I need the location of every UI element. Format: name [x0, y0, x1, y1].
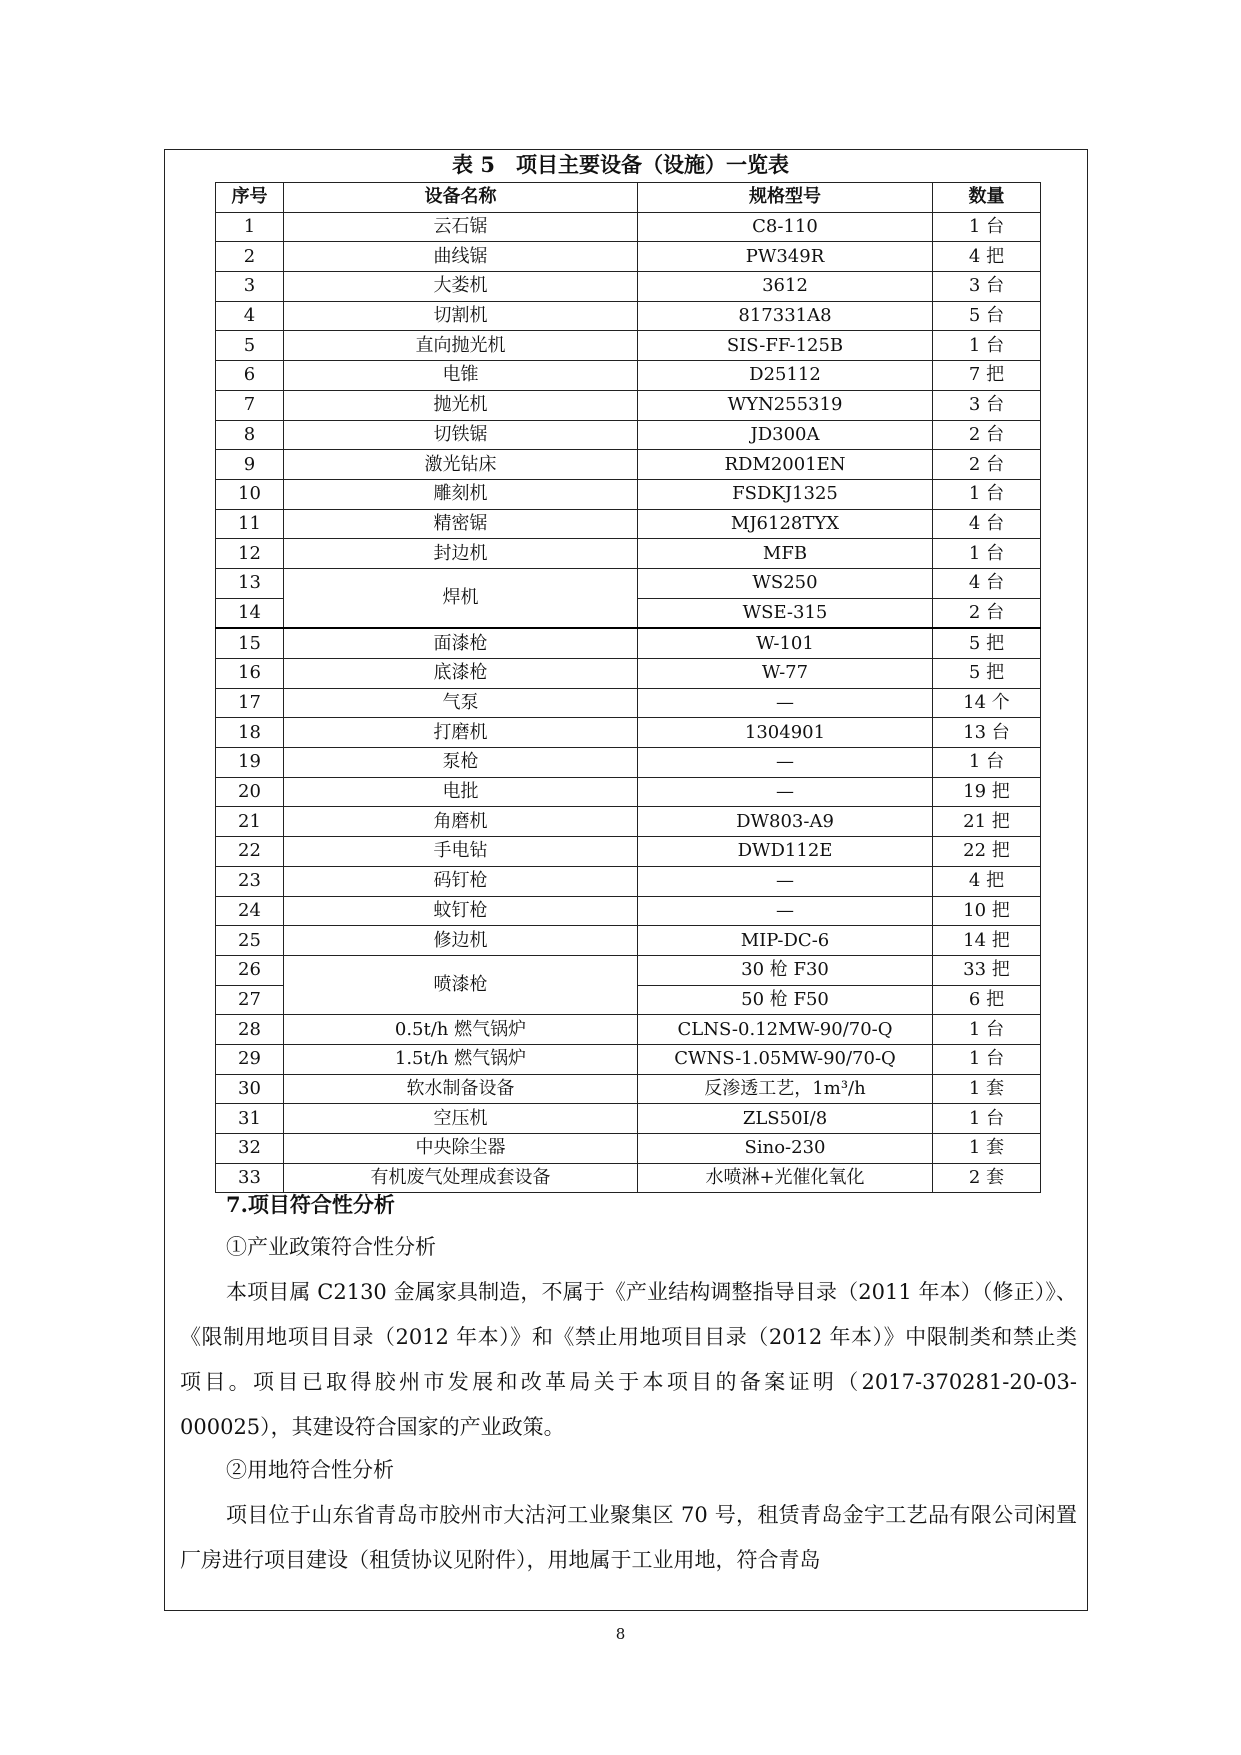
cell-model: MJ6128TYX [638, 509, 933, 539]
cell-quantity: 2 台 [933, 450, 1041, 480]
cell-quantity: 22 把 [933, 837, 1041, 867]
table-row [216, 361, 1041, 391]
cell-no: 13 [216, 568, 284, 598]
cell-equipment-name: 底漆枪 [284, 659, 638, 689]
cell-no: 7 [216, 390, 284, 420]
cell-equipment-name: 抛光机 [284, 390, 638, 420]
cell-equipment-name: 蚊钉枪 [284, 896, 638, 926]
table-row [216, 807, 1041, 837]
cell-no: 27 [216, 985, 284, 1015]
table-row [216, 628, 1041, 658]
cell-model: — [638, 777, 933, 807]
cell-quantity: 1 套 [933, 1134, 1041, 1164]
header-name: 设备名称 [284, 183, 638, 213]
cell-quantity: 5 台 [933, 301, 1041, 331]
table-row [216, 272, 1041, 302]
cell-no: 26 [216, 955, 284, 985]
table-row [216, 926, 1041, 956]
header-qty: 数量 [933, 183, 1041, 213]
cell-quantity: 4 台 [933, 509, 1041, 539]
cell-model: PW349R [638, 242, 933, 272]
cell-equipment-name: 有机废气处理成套设备 [284, 1163, 638, 1193]
cell-quantity: 1 台 [933, 539, 1041, 569]
cell-no: 3 [216, 272, 284, 302]
subheading-land-use: ②用地符合性分析 [226, 1458, 394, 1482]
table-row [216, 866, 1041, 896]
table-row [216, 777, 1041, 807]
cell-model: 50 枪 F50 [638, 985, 933, 1015]
table-row [216, 509, 1041, 539]
cell-equipment-name: 1.5t/h 燃气锅炉 [284, 1044, 638, 1074]
cell-no: 20 [216, 777, 284, 807]
cell-no: 6 [216, 361, 284, 391]
cell-quantity: 3 台 [933, 272, 1041, 302]
cell-model: SIS-FF-125B [638, 331, 933, 361]
cell-equipment-name: 雕刻机 [284, 479, 638, 509]
cell-no: 16 [216, 659, 284, 689]
cell-quantity: 14 把 [933, 926, 1041, 956]
cell-model: WYN255319 [638, 390, 933, 420]
cell-quantity: 2 套 [933, 1163, 1041, 1193]
cell-quantity: 4 把 [933, 242, 1041, 272]
cell-equipment-name: 焊机 [284, 568, 638, 628]
cell-equipment-name: 封边机 [284, 539, 638, 569]
table-row [216, 539, 1041, 569]
cell-no: 24 [216, 896, 284, 926]
table-header-row [216, 183, 1041, 213]
cell-model: 反渗透工艺，1m³/h [638, 1074, 933, 1104]
table-row [216, 568, 1041, 598]
table-row [216, 718, 1041, 748]
cell-no: 19 [216, 748, 284, 778]
cell-quantity: 10 把 [933, 896, 1041, 926]
table-row [216, 1015, 1041, 1045]
cell-quantity: 1 台 [933, 1104, 1041, 1134]
cell-quantity: 5 把 [933, 628, 1041, 658]
table-row [216, 1074, 1041, 1104]
cell-equipment-name: 打磨机 [284, 718, 638, 748]
cell-no: 15 [216, 628, 284, 658]
cell-equipment-name: 电锥 [284, 361, 638, 391]
cell-quantity: 21 把 [933, 807, 1041, 837]
cell-quantity: 7 把 [933, 361, 1041, 391]
cell-quantity: 1 台 [933, 479, 1041, 509]
cell-model: W-101 [638, 628, 933, 658]
cell-model: WS250 [638, 568, 933, 598]
cell-no: 12 [216, 539, 284, 569]
cell-equipment-name: 喷漆枪 [284, 955, 638, 1014]
cell-no: 22 [216, 837, 284, 867]
cell-quantity: 2 台 [933, 420, 1041, 450]
cell-model: — [638, 748, 933, 778]
header-model: 规格型号 [638, 183, 933, 213]
table-row [216, 688, 1041, 718]
cell-no: 2 [216, 242, 284, 272]
paragraph-land-use: 项目位于山东省青岛市胶州市大沽河工业聚集区 70 号，租赁青岛金宇工艺品有限公司闲置厂房进行项目建设（租赁协议见附件），用地属于工业用地，符合青岛 [180, 1503, 1077, 1572]
cell-quantity: 14 个 [933, 688, 1041, 718]
cell-equipment-name: 气泵 [284, 688, 638, 718]
cell-no: 1 [216, 212, 284, 242]
cell-model: ZLS50I/8 [638, 1104, 933, 1134]
cell-quantity: 19 把 [933, 777, 1041, 807]
cell-equipment-name: 角磨机 [284, 807, 638, 837]
cell-no: 14 [216, 598, 284, 628]
subheading-industry-policy: ①产业政策符合性分析 [226, 1235, 436, 1259]
table-row [216, 1044, 1041, 1074]
table-row [216, 331, 1041, 361]
table-row [216, 837, 1041, 867]
cell-model: — [638, 866, 933, 896]
cell-quantity: 1 台 [933, 748, 1041, 778]
cell-equipment-name: 码钉枪 [284, 866, 638, 896]
table-row [216, 659, 1041, 689]
cell-equipment-name: 修边机 [284, 926, 638, 956]
table-row [216, 955, 1041, 985]
header-no: 序号 [216, 183, 284, 213]
cell-quantity: 1 台 [933, 331, 1041, 361]
cell-no: 25 [216, 926, 284, 956]
cell-model: JD300A [638, 420, 933, 450]
cell-equipment-name: 手电钻 [284, 837, 638, 867]
cell-quantity: 4 把 [933, 866, 1041, 896]
cell-model: 817331A8 [638, 301, 933, 331]
cell-quantity: 1 台 [933, 1015, 1041, 1045]
table-row [216, 301, 1041, 331]
cell-equipment-name: 直向抛光机 [284, 331, 638, 361]
paragraph-industry-policy: 本项目属 C2130 金属家具制造，不属于《产业结构调整指导目录（2011 年本）（修正）》、《限制用地项目目录（2012 年本）》和《禁止用地项目目录（2012 年本）》中限制类和禁止类项目。项目已取得胶州市发展和改革局关于本项目的备案证明（2017-370281-20-03-000025），其建设符合国家的产业政策。 [180, 1280, 1077, 1439]
cell-no: 29 [216, 1044, 284, 1074]
table-row [216, 450, 1041, 480]
cell-quantity: 3 台 [933, 390, 1041, 420]
cell-no: 9 [216, 450, 284, 480]
cell-equipment-name: 大娄机 [284, 272, 638, 302]
table-row [216, 1134, 1041, 1164]
cell-equipment-name: 软水制备设备 [284, 1074, 638, 1104]
cell-quantity: 1 套 [933, 1074, 1041, 1104]
equipment-table [215, 182, 1041, 1193]
cell-no: 18 [216, 718, 284, 748]
cell-quantity: 13 台 [933, 718, 1041, 748]
table-row [216, 748, 1041, 778]
cell-model: MIP-DC-6 [638, 926, 933, 956]
cell-equipment-name: 切铁锯 [284, 420, 638, 450]
cell-no: 28 [216, 1015, 284, 1045]
cell-model: — [638, 688, 933, 718]
cell-no: 23 [216, 866, 284, 896]
cell-model: WSE-315 [638, 598, 933, 628]
table-row [216, 479, 1041, 509]
cell-model: FSDKJ1325 [638, 479, 933, 509]
cell-no: 10 [216, 479, 284, 509]
cell-model: 3612 [638, 272, 933, 302]
cell-model: W-77 [638, 659, 933, 689]
table-row [216, 896, 1041, 926]
page-number: 8 [615, 1625, 626, 1643]
table-row [216, 212, 1041, 242]
cell-equipment-name: 云石锯 [284, 212, 638, 242]
table-row [216, 1104, 1041, 1134]
cell-model: Sino-230 [638, 1134, 933, 1164]
table-caption: 表 5 项目主要设备（设施）一览表 [452, 152, 789, 177]
cell-no: 33 [216, 1163, 284, 1193]
table-row [216, 390, 1041, 420]
cell-no: 30 [216, 1074, 284, 1104]
cell-no: 5 [216, 331, 284, 361]
cell-model: DWD112E [638, 837, 933, 867]
cell-quantity: 2 台 [933, 598, 1041, 628]
cell-equipment-name: 曲线锯 [284, 242, 638, 272]
cell-quantity: 1 台 [933, 1044, 1041, 1074]
cell-quantity: 33 把 [933, 955, 1041, 985]
cell-model: CLNS-0.12MW-90/70-Q [638, 1015, 933, 1045]
cell-model: CWNS-1.05MW-90/70-Q [638, 1044, 933, 1074]
cell-equipment-name: 0.5t/h 燃气锅炉 [284, 1015, 638, 1045]
cell-no: 21 [216, 807, 284, 837]
cell-model: D25112 [638, 361, 933, 391]
cell-no: 17 [216, 688, 284, 718]
cell-equipment-name: 电批 [284, 777, 638, 807]
cell-model: — [638, 896, 933, 926]
cell-model: 1304901 [638, 718, 933, 748]
section-title: 7.项目符合性分析 [226, 1192, 395, 1217]
cell-model: MFB [638, 539, 933, 569]
cell-equipment-name: 空压机 [284, 1104, 638, 1134]
cell-quantity: 4 台 [933, 568, 1041, 598]
cell-model: 30 枪 F30 [638, 955, 933, 985]
cell-model: C8-110 [638, 212, 933, 242]
cell-equipment-name: 激光钻床 [284, 450, 638, 480]
cell-no: 4 [216, 301, 284, 331]
cell-equipment-name: 面漆枪 [284, 628, 638, 658]
cell-quantity: 6 把 [933, 985, 1041, 1015]
cell-equipment-name: 中央除尘器 [284, 1134, 638, 1164]
table-row [216, 420, 1041, 450]
cell-quantity: 5 把 [933, 659, 1041, 689]
cell-equipment-name: 精密锯 [284, 509, 638, 539]
cell-quantity: 1 台 [933, 212, 1041, 242]
cell-model: 水喷淋+光催化氧化 [638, 1163, 933, 1193]
cell-equipment-name: 切割机 [284, 301, 638, 331]
table-body [216, 212, 1041, 1193]
cell-equipment-name: 泵枪 [284, 748, 638, 778]
table-row [216, 242, 1041, 272]
cell-no: 31 [216, 1104, 284, 1134]
cell-model: DW803-A9 [638, 807, 933, 837]
cell-no: 11 [216, 509, 284, 539]
cell-no: 32 [216, 1134, 284, 1164]
cell-model: RDM2001EN [638, 450, 933, 480]
cell-no: 8 [216, 420, 284, 450]
